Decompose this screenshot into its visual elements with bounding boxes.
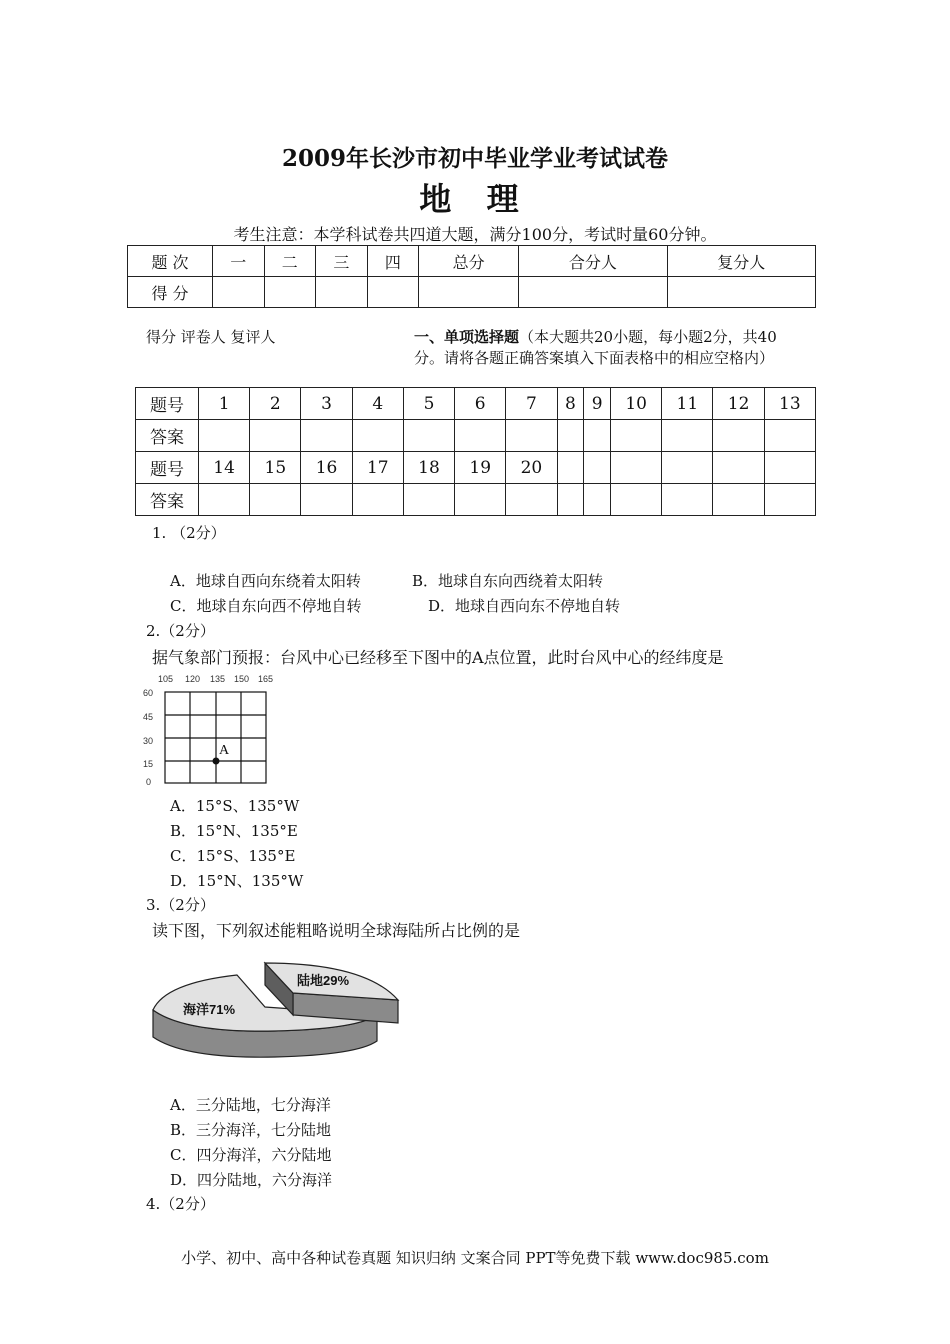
- score-cell: [213, 277, 265, 308]
- score-cell: [667, 277, 815, 308]
- answer-cell: [455, 484, 506, 516]
- answer-row-label: 答案: [136, 484, 199, 516]
- q1-option-a: A．地球自西向东绕着太阳转: [170, 572, 361, 590]
- lat-label: 45: [143, 712, 154, 722]
- question-number-cell: 20: [506, 452, 557, 484]
- q1-option-d: D．地球自西向东不停地自转: [428, 597, 621, 615]
- answer-row-label: 答案: [136, 420, 199, 452]
- score-header-cell: 题 次: [128, 246, 213, 277]
- answer-cell: [713, 420, 764, 452]
- subject-title: 地 理: [419, 180, 531, 218]
- answer-cell: [764, 452, 815, 484]
- answer-cell: [764, 484, 815, 516]
- score-header-cell: 三: [316, 246, 368, 277]
- answer-cell: [250, 484, 301, 516]
- answer-cell: [199, 484, 250, 516]
- question-number-cell: 11: [662, 388, 713, 420]
- answer-cell: [584, 484, 611, 516]
- q2-heading: 2.（2分）: [146, 622, 215, 640]
- answer-cell: [557, 420, 584, 452]
- answer-cell: [557, 452, 584, 484]
- question-number-cell: 7: [506, 388, 557, 420]
- answer-cell: [611, 484, 662, 516]
- lon-label: 120: [185, 674, 201, 684]
- q2-option-d: D．15°N、135°W: [170, 872, 304, 890]
- score-table-score-row: [128, 277, 816, 308]
- answer-cell: [403, 484, 454, 516]
- answer-cell: [764, 420, 815, 452]
- q3-option-a: A．三分陆地，七分海洋: [170, 1096, 331, 1114]
- answer-cell: [713, 452, 764, 484]
- score-header-cell: 总分: [419, 246, 519, 277]
- q3-option-c: C．四分海洋，六分陆地: [170, 1146, 332, 1164]
- section1-desc-1: （本大题共20小题，每小题2分，共40: [519, 328, 777, 346]
- question-number-cell: 16: [301, 452, 352, 484]
- question-number-cell: 6: [455, 388, 506, 420]
- q2-option-c: C．15°S、135°E: [170, 847, 296, 865]
- score-header-cell: 二: [264, 246, 316, 277]
- answer-cell: [713, 484, 764, 516]
- question-number-cell: 15: [250, 452, 301, 484]
- grid-lines: [165, 692, 266, 783]
- score-cell: [316, 277, 368, 308]
- answer-cell: [662, 484, 713, 516]
- answer-table-row-answers-1: [136, 420, 816, 452]
- answer-table-row-numbers-2: [136, 452, 816, 484]
- question-number-cell: 17: [352, 452, 403, 484]
- lon-label: 165: [258, 674, 274, 684]
- section1-heading: 一、单项选择题: [414, 328, 520, 346]
- lon-label: 135: [210, 674, 226, 684]
- answer-cell: [403, 420, 454, 452]
- question-number-cell: 1: [199, 388, 250, 420]
- answer-cell: [301, 484, 352, 516]
- score-table-header-row: [128, 246, 816, 277]
- answer-cell: [250, 420, 301, 452]
- q3-heading: 3.（2分）: [146, 896, 215, 914]
- lat-label: 30: [143, 736, 154, 746]
- q1-option-c: C．地球自东向西不停地自转: [170, 597, 362, 615]
- question-number-cell: 18: [403, 452, 454, 484]
- score-header-cell: 合分人: [519, 246, 667, 277]
- answer-cell: [352, 484, 403, 516]
- q1-option-b: B．地球自东向西绕着太阳转: [412, 572, 604, 590]
- answer-cell: [584, 452, 611, 484]
- point-a-marker: [213, 758, 220, 765]
- lat-label: 0: [146, 777, 152, 787]
- score-cell: [264, 277, 316, 308]
- grader-labels: 得分 评卷人 复评人: [146, 328, 276, 346]
- answer-row-label: 题号: [136, 452, 199, 484]
- page-footer: 小学、初中、高中各种试卷真题 知识归纳 文案合同 PPT等免费下载 www.doc985.com: [181, 1249, 769, 1267]
- answer-table-row-numbers-1: [136, 388, 816, 420]
- score-cell: [419, 277, 519, 308]
- question-number-cell: 12: [713, 388, 764, 420]
- answer-cell: [611, 452, 662, 484]
- answer-row-label: 题号: [136, 388, 199, 420]
- question-number-cell: 9: [584, 388, 611, 420]
- answer-cell: [611, 420, 662, 452]
- score-table: [127, 245, 816, 308]
- answer-table-row-answers-2: [136, 484, 816, 516]
- question-number-cell: 2: [250, 388, 301, 420]
- ocean-label: 海洋71%: [183, 1002, 236, 1017]
- q1-heading: 1. （2分）: [152, 524, 226, 542]
- question-number-cell: 19: [455, 452, 506, 484]
- point-a-label: A: [219, 743, 230, 758]
- answer-cell: [506, 420, 557, 452]
- question-number-cell: 13: [764, 388, 815, 420]
- exam-notice: 考生注意：本学科试卷共四道大题，满分100分，考试时量60分钟。: [233, 225, 717, 244]
- answer-table: [135, 387, 816, 516]
- question-number-cell: 3: [301, 388, 352, 420]
- answer-cell: [301, 420, 352, 452]
- q4-heading: 4.（2分）: [146, 1195, 215, 1213]
- question-number-cell: 14: [199, 452, 250, 484]
- q2-option-a: A．15°S、135°W: [170, 797, 300, 815]
- lat-label: 15: [143, 759, 154, 769]
- exam-title: 2009年长沙市初中毕业学业考试试卷: [281, 145, 668, 172]
- question-number-cell: 4: [352, 388, 403, 420]
- answer-cell: [352, 420, 403, 452]
- score-header-cell: 四: [367, 246, 419, 277]
- lat-label: 60: [143, 688, 154, 698]
- land-label: 陆地29%: [297, 973, 350, 988]
- question-number-cell: 8: [557, 388, 584, 420]
- lon-label: 150: [234, 674, 250, 684]
- answer-cell: [662, 420, 713, 452]
- answer-cell: [584, 420, 611, 452]
- score-header-cell: 复分人: [667, 246, 815, 277]
- q3-option-d: D．四分陆地，六分海洋: [170, 1171, 333, 1189]
- latlon-grid-figure: [140, 670, 280, 788]
- question-number-cell: 10: [611, 388, 662, 420]
- score-cell: [519, 277, 667, 308]
- section1-desc-2: 分。请将各题正确答案填入下面表格中的相应空格内）: [414, 349, 775, 367]
- answer-cell: [557, 484, 584, 516]
- lon-label: 105: [158, 674, 174, 684]
- section1-heading-line: [414, 326, 777, 347]
- score-cell: [367, 277, 419, 308]
- land-ocean-pie-chart: [145, 955, 405, 1065]
- answer-cell: [662, 452, 713, 484]
- answer-cell: [455, 420, 506, 452]
- q2-option-b: B．15°N、135°E: [170, 822, 298, 840]
- answer-cell: [199, 420, 250, 452]
- score-header-cell: 一: [213, 246, 265, 277]
- score-row-label: 得 分: [128, 277, 213, 308]
- q2-stem: 据气象部门预报：台风中心已经移至下图中的A点位置，此时台风中心的经纬度是: [152, 648, 724, 667]
- q3-option-b: B．三分海洋，七分陆地: [170, 1121, 332, 1139]
- q3-stem: 读下图，下列叙述能粗略说明全球海陆所占比例的是: [152, 921, 521, 940]
- answer-cell: [506, 484, 557, 516]
- question-number-cell: 5: [403, 388, 454, 420]
